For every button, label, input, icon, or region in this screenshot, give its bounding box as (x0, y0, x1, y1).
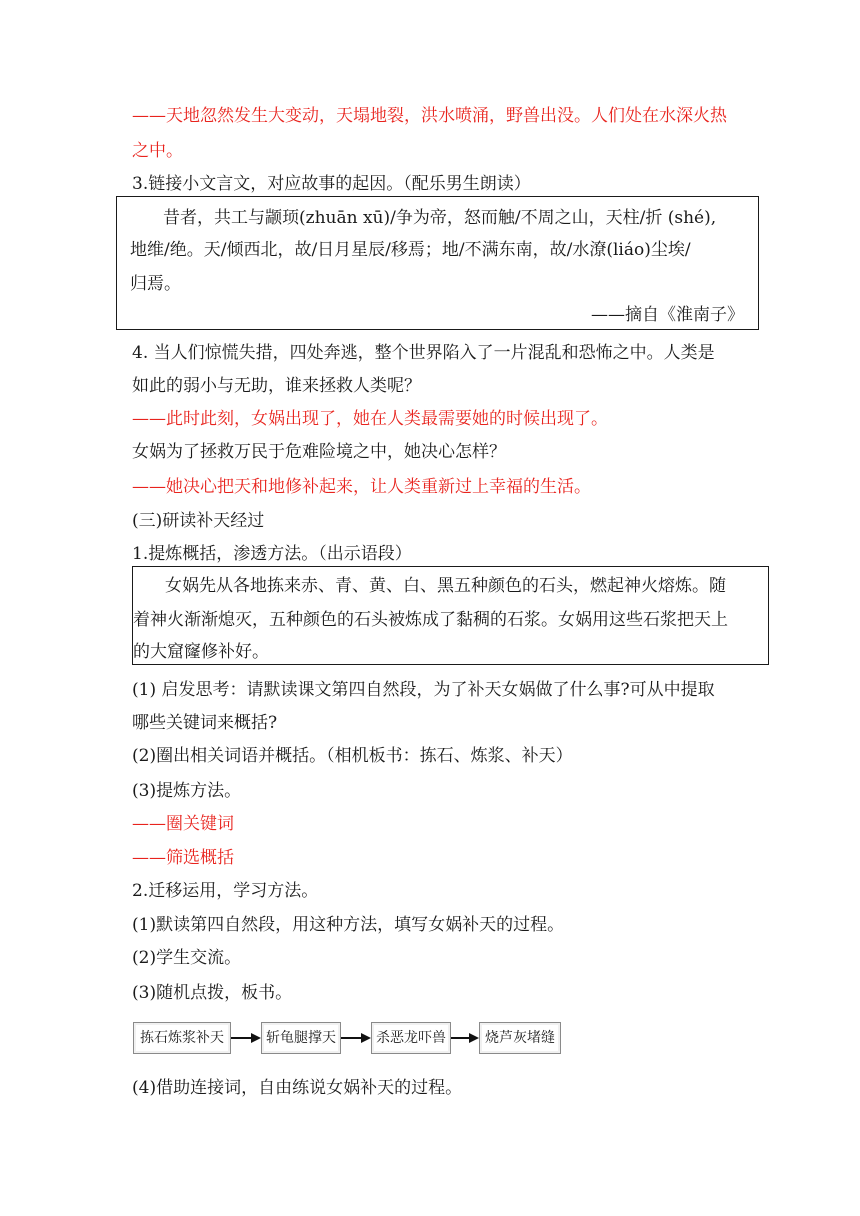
passage-box (132, 566, 769, 665)
answer-line: ——天地忽然发生大变动，天塌地裂，洪水喷涌，野兽出没。人们处在水深火热 (132, 106, 727, 126)
classical-text-line: 地维/绝。天/倾西北，故/日月星辰/移焉；地/不满东南，故/水潦(liáo)尘埃/ (130, 240, 691, 260)
flow-step-box: 拣石炼浆补天 (133, 1022, 231, 1054)
answer-line: ——筛选概括 (132, 848, 234, 868)
body-line: (3)提炼方法。 (132, 781, 242, 801)
body-line: 女娲为了拯救万民于危难险境之中，她决心怎样？ (132, 442, 506, 462)
flow-step-box: 斩龟腿撑天 (261, 1022, 341, 1054)
flow-step-box: 烧芦灰堵缝 (479, 1022, 561, 1054)
answer-line: ——此时此刻，女娲出现了，她在人类最需要她的时候出现了。 (132, 409, 608, 429)
answer-line: ——她决心把天和地修补起来，让人类重新过上幸福的生活。 (132, 477, 591, 497)
right-arrow-icon (231, 1031, 261, 1045)
passage-line: 的大窟窿修补好。 (133, 642, 269, 662)
body-line: (2)学生交流。 (132, 948, 242, 968)
classical-text-box (116, 196, 759, 330)
right-arrow-icon (451, 1031, 479, 1045)
answer-line: ——圈关键词 (132, 814, 234, 834)
step-heading: 3.链接小文言文，对应故事的起因。（配乐男生朗读） (132, 174, 531, 194)
body-line: (2)圈出相关词语并概括。（相机板书：拣石、炼浆、补天） (132, 746, 573, 766)
step-heading: 1.提炼概括，渗透方法。（出示语段） (132, 544, 412, 564)
passage-line: 女娲先从各地拣来赤、青、黄、白、黑五种颜色的石头，燃起神火熔炼。随 (165, 576, 726, 596)
step-heading: 4. 当人们惊慌失措，四处奔逃，整个世界陷入了一片混乱和恐怖之中。人类是 (132, 343, 715, 363)
body-line: (3)随机点拨，板书。 (132, 983, 293, 1003)
right-arrow-icon (341, 1031, 371, 1045)
body-line: (1) 启发思考：请默读课文第四自然段，为了补天女娲做了什么事?可从中提取 (132, 680, 715, 700)
step-heading: 2.迁移运用，学习方法。 (132, 881, 319, 901)
passage-line: 着神火渐渐熄灭，五种颜色的石头被炼成了黏稠的石浆。女娲用这些石浆把天上 (133, 610, 728, 630)
classical-text-line: 归焉。 (130, 274, 181, 294)
classical-text-line: 昔者，共工与颛顼(zhuān xū)/争为帝，怒而触/不周之山，天柱/折 (shé), (163, 208, 717, 228)
classical-text-source: ——摘自《淮南子》 (591, 305, 744, 325)
body-line: (1)默读第四自然段，用这种方法，填写女娲补天的过程。 (132, 915, 565, 935)
section-heading: (三)研读补天经过 (132, 511, 265, 531)
flow-step-box: 杀恶龙吓兽 (371, 1022, 451, 1054)
body-line: 哪些关键词来概括? (132, 713, 278, 733)
answer-line: 之中。 (132, 141, 183, 161)
body-line: (4)借助连接词，自由练说女娲补天的过程。 (132, 1078, 463, 1098)
body-line: 如此的弱小与无助，谁来拯救人类呢？ (132, 376, 421, 396)
process-flow-diagram (133, 1020, 573, 1056)
